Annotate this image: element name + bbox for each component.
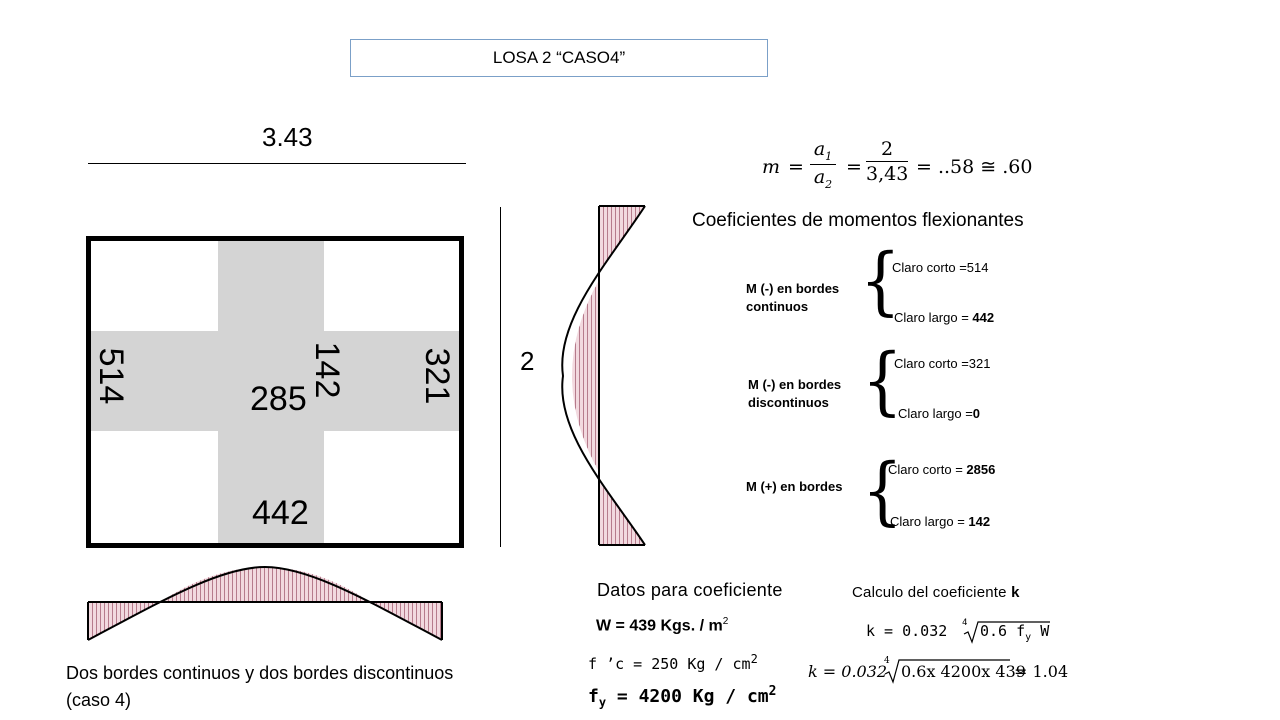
k-formula-rad [980,622,1049,643]
k-result-index: 4 [884,656,890,666]
calc-title-text: Calculo del coeficiente [852,584,1012,601]
slab-value-center-vertical: 142 [308,341,346,399]
fc-label: f ’c [588,655,625,673]
formula-den: 3,43 [866,163,909,185]
calc-title-k: k [1011,584,1020,601]
group-continuos-largo [894,310,994,325]
group-continuos-label [746,280,839,316]
group-positivo-corto-value: 2856 [966,462,996,477]
title-box [350,39,768,77]
group-positivo-label [746,478,842,496]
formula-m-var: m [762,156,781,178]
k-result-right: = 1.04 [1014,662,1069,681]
slab-value-right: 321 [418,347,456,405]
fy-label: f [588,686,599,707]
group-positivo-corto [888,462,995,477]
horizontal-moment-diagram [80,562,450,644]
fc-value-text: = 250 Kg / cm [633,655,751,673]
group-discontinuos-line1: M (-) en bordes [748,377,842,392]
formula-num: 2 [880,138,894,160]
fc-value-sup: 2 [750,652,758,666]
formula-a2-sub: 2 [825,177,833,191]
coefficients-title: Coeficientes de momentos flexionantes [692,210,1024,231]
formula-a1-sub: 1 [825,149,833,163]
group-positivo-largo-prefix: Claro largo = [890,514,969,529]
k-result [808,656,1080,686]
group-positivo-line1: M (+) en bordes [746,479,843,494]
fy-value-text: = 4200 Kg / cm [616,686,769,707]
formula-m-frac1 [810,138,836,191]
group-discontinuos-largo-value: 0 [972,406,981,421]
side-length-label: 2 [520,346,535,376]
group-continuos-largo-value: 442 [972,310,995,325]
group-continuos-line2: continuos [746,299,809,314]
group-discontinuos-largo-prefix: Claro largo = [898,406,973,421]
w-value-sup: 2 [722,616,729,627]
group-positivo-largo-value: 142 [968,514,991,529]
datos-title: Datos para coeficiente [597,580,783,600]
formula-a2: a [813,165,826,188]
side-dimension-line [500,207,501,547]
formula-a1: a [813,138,826,160]
vertical-moment-diagram [555,200,655,552]
calc-title [852,584,1020,601]
k-formula-rad-sub: y [1025,632,1032,643]
formula-m-tail: = ..58 ≅ .60 [916,156,1033,178]
w-value [596,616,728,635]
k-formula-left: k = 0.032 [866,622,948,640]
formula-m-eq2: = [846,156,862,178]
group-discontinuos-largo [898,406,980,421]
title-text: LOSA 2 “CASO4” [492,48,626,67]
group-discontinuos-line2: discontinuos [748,395,829,410]
vertical-diagram-mid-hatch [572,280,599,472]
formula-m-frac2 [866,138,908,185]
w-value-text: W = 439 Kgs. / m [596,617,723,635]
group-continuos-line1: M (-) en bordes [746,281,840,296]
group-discontinuos-label [748,376,841,412]
fy-value [588,684,776,710]
formula-m [762,138,1052,198]
group-positivo-largo [890,514,990,529]
footer-line1: Dos bordes continuos y dos bordes discontinuos [66,663,454,683]
k-formula-rad-end: W [1031,622,1050,640]
span-length-label: 3.43 [262,122,313,152]
brace-icon: { [860,239,901,325]
group-continuos-largo-prefix: Claro largo = [894,310,973,325]
footer-line2: (caso 4) [66,690,132,710]
group-continuos-corto: Claro corto =514 [892,260,989,275]
fy-label-sub: y [598,695,607,710]
span-dimension-line [88,163,466,164]
k-result-left: k = 0.032 [808,662,888,681]
slab-value-bottom: 442 [252,494,309,532]
brace-icon: { [862,339,903,425]
k-formula-rad-text: 0.6 f [980,622,1026,640]
horizontal-diagram-mid-hatch [160,567,370,602]
brace-icon: { [862,449,903,535]
k-formula [866,620,1056,644]
fy-value-sup: 2 [768,684,777,699]
slab-value-center: 285 [250,380,307,418]
footer-caption [66,660,453,714]
group-positivo-corto-prefix: Claro corto = [888,462,967,477]
slab-value-left: 514 [92,347,130,405]
formula-m-eq1: = [788,156,804,178]
k-result-rad: 0.6x 4200x 439 [901,662,1026,681]
fc-value [588,652,758,673]
group-discontinuos-corto: Claro corto =321 [894,356,991,371]
k-formula-index: 4 [962,618,968,628]
